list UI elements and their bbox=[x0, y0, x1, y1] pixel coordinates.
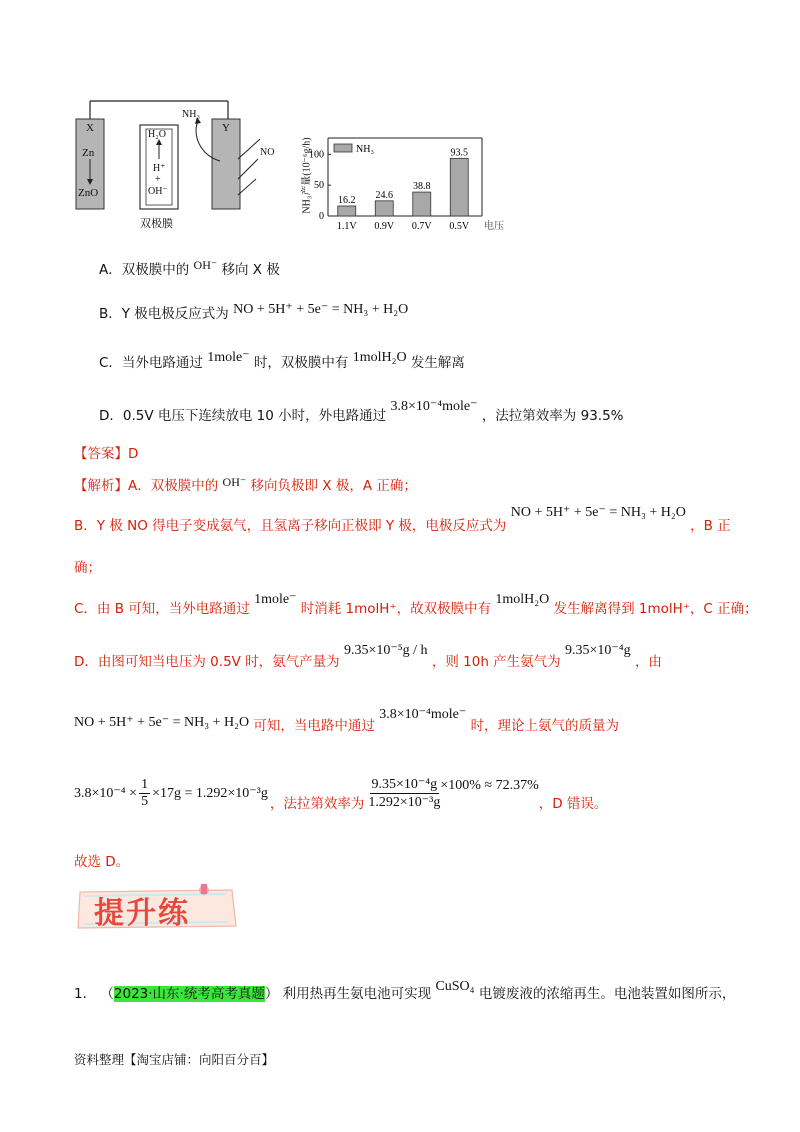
bar-value-label: 16.2 bbox=[338, 195, 356, 207]
question-1-text-prefix: 利用热再生氨电池可实现 bbox=[282, 986, 432, 1002]
analysis-line-7 bbox=[74, 776, 607, 811]
option-c-h2o: 1molH₂O bbox=[352, 350, 407, 365]
option-d-suffix: ，法拉第效率为 93.5% bbox=[481, 408, 624, 424]
nh3-label: NH₃ bbox=[182, 109, 200, 120]
analysis-6-equation: NO + 5H⁺ + 5e⁻ = NH₃ + H₂O bbox=[74, 715, 250, 730]
option-a-oh: OH⁻ bbox=[193, 258, 218, 272]
y-tick-label: 50 bbox=[314, 180, 324, 192]
chart-svg bbox=[292, 128, 522, 238]
h2o-label: H₂O bbox=[148, 129, 166, 140]
category-label: 0.9V bbox=[374, 221, 395, 232]
bar-value-label: 24.6 bbox=[375, 189, 393, 201]
question-1-cuso4: CuSO₄ bbox=[435, 979, 475, 994]
electrode-y-label: Y bbox=[222, 122, 230, 134]
analysis-6-suffix: 时，理论上氨气的质量为 bbox=[470, 718, 620, 734]
option-b-prefix: B．Y 极电极反应式为 bbox=[99, 306, 229, 322]
analysis-1-oh: OH⁻ bbox=[222, 475, 247, 489]
y-tick-label: 100 bbox=[309, 149, 324, 161]
analysis-1-prefix: 【解析】A．双极膜中的 bbox=[74, 478, 219, 494]
bar-value-label: 38.8 bbox=[413, 181, 431, 193]
analysis-2-prefix: B．Y 极 NO 得电子变成氨气，且氢离子移向正极即 Y 极，电极反应式为 bbox=[74, 518, 507, 534]
analysis-7-eff-num: 9.35×10⁻⁴g bbox=[371, 777, 438, 792]
option-b bbox=[99, 297, 409, 322]
oh-minus-label: OH⁻ bbox=[148, 186, 168, 197]
option-a-prefix: A．双极膜中的 bbox=[99, 262, 190, 278]
question-1 bbox=[74, 974, 736, 1002]
option-c-prefix: C．当外电路通过 bbox=[99, 355, 203, 371]
option-b-equation: NO + 5H⁺ + 5e⁻ = NH₃ + H₂O bbox=[233, 302, 409, 317]
bar-value-label: 93.5 bbox=[450, 147, 468, 159]
question-1-open-paren: （ bbox=[100, 986, 114, 1002]
option-c-mol: 1mole⁻ bbox=[207, 350, 250, 365]
analysis-7-mid: ，法拉第效率为 bbox=[269, 795, 365, 812]
category-label: 0.5V bbox=[449, 221, 470, 232]
question-1-number: 1． bbox=[74, 986, 97, 1002]
analysis-line-4 bbox=[74, 587, 758, 617]
analysis-7-left: 3.8×10⁻⁴ × bbox=[74, 786, 138, 801]
legend-swatch bbox=[334, 144, 352, 152]
option-c bbox=[99, 345, 465, 371]
analysis-7-fraction bbox=[139, 777, 150, 810]
analysis-4-mid: 时消耗 1molH⁺，故双极膜中有 bbox=[300, 601, 492, 617]
question-1-text-suffix: 电镀废液的浓缩再生。电池装置如图所示， bbox=[478, 986, 736, 1002]
analysis-4-h2o: 1molH₂O bbox=[495, 592, 550, 607]
analysis-2-equation: NO + 5H⁺ + 5e⁻ = NH₃ + H₂O bbox=[510, 505, 686, 520]
membrane-label: 双极膜 bbox=[140, 217, 173, 230]
analysis-1-suffix: 移向负极即 X 极，A 正确； bbox=[250, 478, 417, 494]
analysis-line-6 bbox=[74, 702, 620, 734]
analysis-5-prefix: D．由图可知当电压为 0.5V 时，氨气产量为 bbox=[74, 654, 340, 670]
bar bbox=[450, 158, 468, 216]
analysis-7-suffix: ，D 错误。 bbox=[538, 795, 608, 812]
analysis-4-mol: 1mole⁻ bbox=[254, 592, 297, 607]
analysis-7-right: ×17g = 1.292×10⁻³g bbox=[152, 786, 268, 801]
h-plus-label: H⁺ bbox=[153, 163, 166, 174]
analysis-6-value: 3.8×10⁻⁴mole⁻ bbox=[379, 707, 467, 722]
bar bbox=[375, 201, 393, 216]
analysis-7-eff-den: 1.292×10⁻³g bbox=[368, 795, 441, 810]
analysis-line-8: 故选 D。 bbox=[74, 854, 130, 870]
analysis-5-rate: 9.35×10⁻⁵g / h bbox=[343, 643, 428, 658]
analysis-7-tail: ×100% ≈ 72.37% bbox=[440, 777, 539, 793]
analysis-5-mass: 9.35×10⁻⁴g bbox=[564, 643, 631, 658]
option-d-prefix: D．0.5V 电压下连续放电 10 小时，外电路通过 bbox=[99, 408, 387, 424]
analysis-line-1 bbox=[74, 474, 417, 494]
option-a bbox=[99, 258, 280, 278]
option-c-mid: 时，双极膜中有 bbox=[253, 355, 349, 371]
analysis-4-suffix: 发生解离得到 1molH⁺，C 正确； bbox=[553, 601, 758, 617]
section-badge bbox=[74, 884, 240, 932]
analysis-5-mid: ，则 10h 产生氨气为 bbox=[431, 654, 561, 670]
analysis-line-2 bbox=[74, 500, 731, 534]
analysis-7-efficiency-fraction bbox=[368, 776, 440, 811]
analysis-4-prefix: C．由 B 可知，当外电路通过 bbox=[74, 601, 250, 617]
electrode-x-label: X bbox=[86, 122, 94, 134]
answer-line: 【答案】D bbox=[74, 446, 139, 462]
option-d bbox=[99, 394, 624, 424]
option-d-value: 3.8×10⁻⁴mole⁻ bbox=[390, 399, 478, 414]
no-label: NO bbox=[260, 147, 275, 158]
analysis-line-3: 确； bbox=[74, 560, 101, 576]
chart-ylabel: NH₃产量(10⁻⁶g/h) bbox=[301, 137, 313, 214]
zno-label: ZnO bbox=[78, 187, 99, 199]
category-label: 1.1V bbox=[336, 221, 357, 232]
option-c-suffix: 发生解离 bbox=[410, 355, 465, 371]
analysis-2-suffix: ，B 正 bbox=[690, 518, 731, 534]
analysis-7-frac-den: 5 bbox=[141, 794, 149, 809]
analysis-7-frac-num: 1 bbox=[141, 777, 149, 792]
cell-diagram bbox=[70, 95, 290, 235]
x-axis-label: 电压 bbox=[484, 221, 504, 232]
category-label: 0.7V bbox=[411, 221, 432, 232]
analysis-5-suffix: ，由 bbox=[634, 654, 662, 670]
plus-label: + bbox=[155, 174, 161, 185]
bar bbox=[413, 192, 431, 216]
question-1-close-paren: ） bbox=[264, 986, 279, 1002]
legend-label: NH₃ bbox=[356, 144, 374, 155]
section-badge-text: 提升练 bbox=[94, 896, 190, 931]
nh3-bar-chart bbox=[292, 128, 522, 238]
bar bbox=[338, 206, 356, 216]
analysis-line-5 bbox=[74, 638, 662, 670]
question-1-source-tag: 2023·山东·统考高考真题 bbox=[113, 986, 265, 1002]
page-footer: 资料整理【淘宝店铺：向阳百分百】 bbox=[74, 1052, 275, 1067]
option-a-suffix: 移向 X 极 bbox=[221, 262, 280, 278]
analysis-6-mid: 可知，当电路中通过 bbox=[253, 718, 375, 734]
cell-diagram-svg bbox=[70, 95, 290, 235]
zn-label: Zn bbox=[82, 147, 95, 159]
y-tick-label: 0 bbox=[319, 211, 324, 222]
